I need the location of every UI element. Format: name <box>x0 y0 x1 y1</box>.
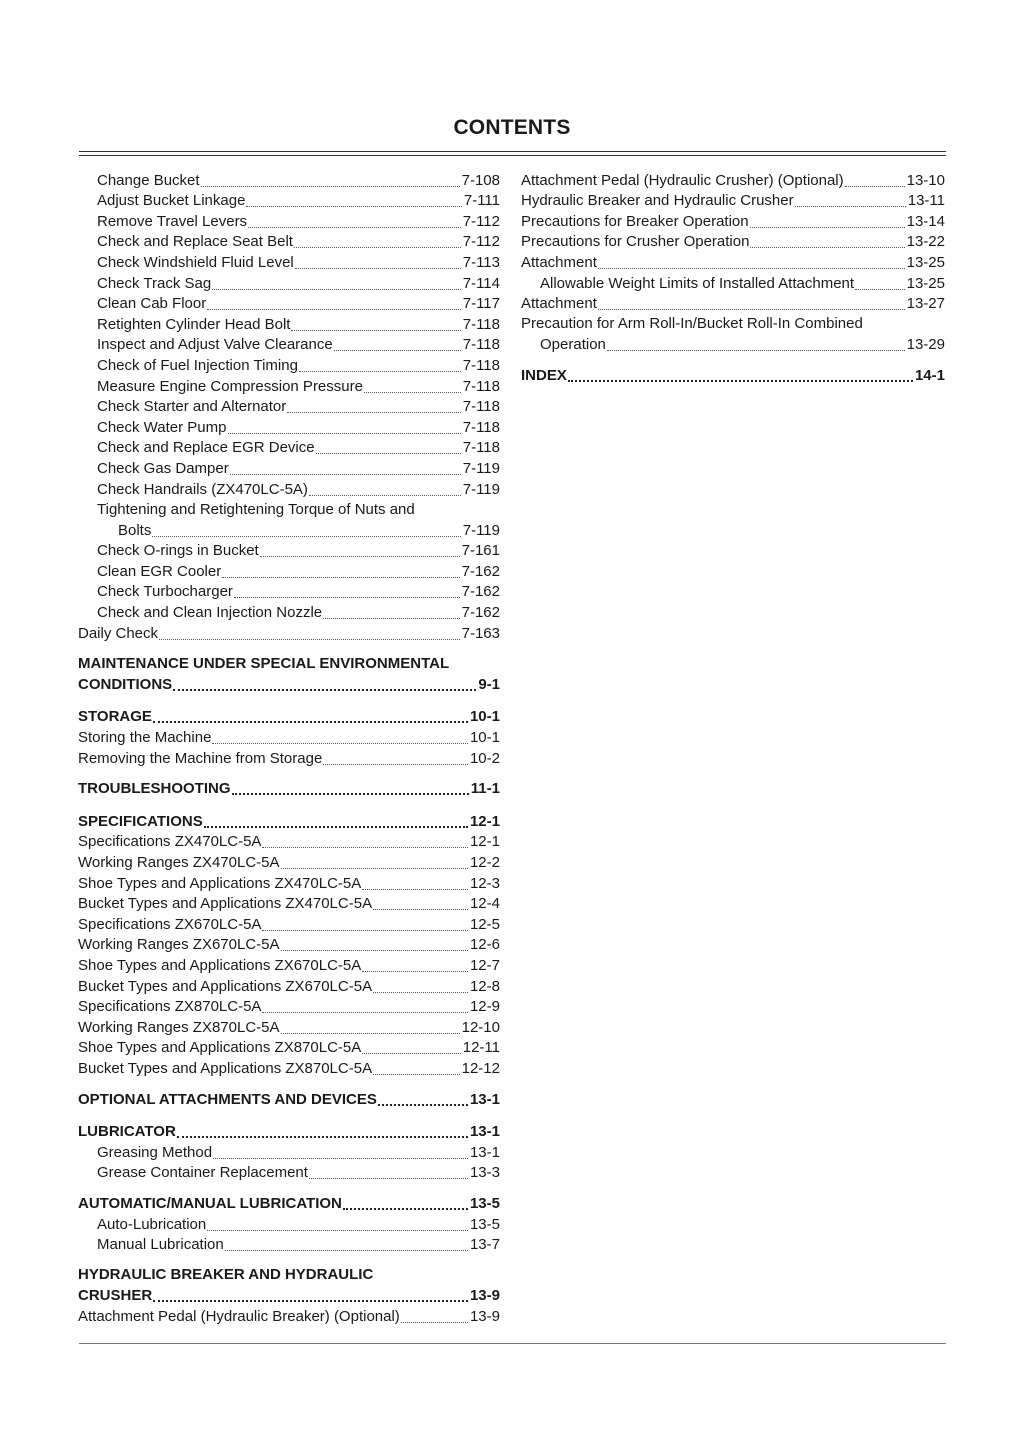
dot-leader <box>207 299 461 310</box>
maintenance-items-group <box>78 170 500 500</box>
toc-entry-label: Working Ranges ZX670LC-5A <box>78 936 280 954</box>
dot-leader <box>309 1168 468 1179</box>
toc-left-column <box>78 170 500 1327</box>
toc-entry-page: 7-118 <box>462 398 500 416</box>
lubricator-items-group <box>78 1142 500 1183</box>
toc-entry-page: 13-14 <box>906 212 945 230</box>
toc-entry-page: 7-163 <box>461 624 500 642</box>
toc-entry-label: Adjust Bucket Linkage <box>97 192 246 210</box>
dot-leader <box>309 485 461 496</box>
toc-entry-label: Check Handrails (ZX470LC-5A) <box>97 480 308 498</box>
toc-section-label: SPECIFICATIONS <box>78 812 203 830</box>
toc-entry-page: 13-27 <box>906 295 945 313</box>
toc-entry-page: 7-162 <box>461 583 500 601</box>
toc-entry-page: 7-118 <box>462 315 500 333</box>
toc-entry-page: 7-118 <box>462 377 500 395</box>
dot-leader <box>228 423 461 434</box>
dot-leader <box>291 320 460 331</box>
toc-entry[interactable]: Precaution for Arm Roll-In/Bucket Roll-In Combined <box>521 315 863 333</box>
toc-entry[interactable] <box>521 211 945 232</box>
toc-section-specifications[interactable] <box>78 811 500 832</box>
toc-entry-label: Attachment <box>521 253 597 271</box>
toc-entry-page: 12-3 <box>469 874 500 892</box>
toc-section-label: AUTOMATIC/MANUAL LUBRICATION <box>78 1194 342 1212</box>
toc-section-label: INDEX <box>521 366 567 384</box>
toc-entry[interactable] <box>78 873 500 894</box>
dot-leader <box>230 464 461 475</box>
toc-section-page: 9-1 <box>478 675 500 693</box>
dot-leader <box>212 279 461 290</box>
toc-entry-page: 7-161 <box>461 542 500 560</box>
toc-entry-label: Bucket Types and Applications ZX670LC-5A <box>78 977 373 995</box>
toc-entry[interactable] <box>521 252 945 273</box>
dot-leader <box>295 258 461 269</box>
toc-entry-label: Auto-Lubrication <box>97 1215 207 1233</box>
toc-entry-page: 7-118 <box>462 418 500 436</box>
toc-entry-label: Inspect and Adjust Valve Clearance <box>97 336 333 354</box>
toc-entry-page: 7-114 <box>462 274 500 292</box>
toc-entry[interactable] <box>78 458 500 479</box>
dot-leader <box>281 858 468 869</box>
toc-entry-label: Specifications ZX870LC-5A <box>78 998 262 1016</box>
toc-entry[interactable] <box>78 170 500 191</box>
dot-leader <box>281 1023 460 1034</box>
dot-leader <box>323 608 460 619</box>
toc-entry-label: Specifications ZX670LC-5A <box>78 915 262 933</box>
toc-section-label: TROUBLESHOOTING <box>78 780 231 798</box>
dot-leader <box>232 783 469 795</box>
toc-section-index[interactable] <box>521 365 945 386</box>
dot-leader <box>568 370 913 382</box>
toc-section-page: 13-1 <box>469 1090 500 1108</box>
dot-leader <box>207 1220 468 1231</box>
toc-entry-label: Attachment Pedal (Hydraulic Breaker) (Optional) <box>78 1307 400 1325</box>
toc-right-column <box>521 170 945 386</box>
toc-entry-label: Daily Check <box>78 624 159 642</box>
dot-leader <box>343 1198 468 1210</box>
toc-section-special-environmental[interactable]: MAINTENANCE UNDER SPECIAL ENVIRONMENTAL <box>78 654 450 672</box>
dot-leader <box>260 546 460 557</box>
toc-entry-page: 12-4 <box>469 895 500 913</box>
toc-entry-page: 12-11 <box>462 1039 500 1057</box>
dot-leader <box>262 920 468 931</box>
dot-leader <box>201 176 460 187</box>
toc-section-label: STORAGE <box>78 708 152 726</box>
toc-entry-page: 13-5 <box>469 1215 500 1233</box>
dot-leader <box>152 526 460 537</box>
toc-entry-page: 13-25 <box>906 253 945 271</box>
dot-leader <box>204 816 468 828</box>
toc-entry[interactable] <box>78 997 500 1018</box>
dot-leader <box>213 1148 468 1159</box>
toc-section-page: 13-5 <box>469 1194 500 1212</box>
dot-leader <box>262 837 468 848</box>
dot-leader <box>153 711 468 723</box>
dot-leader <box>281 940 468 951</box>
toc-entry-page: 7-113 <box>462 253 500 271</box>
toc-entry-label: Grease Container Replacement <box>97 1164 308 1182</box>
dot-leader <box>378 1094 468 1106</box>
dot-leader <box>248 217 461 228</box>
toc-entry[interactable] <box>78 852 500 873</box>
toc-entry[interactable] <box>78 894 500 915</box>
toc-entry-label: Check Gas Damper <box>97 459 229 477</box>
toc-entry[interactable] <box>78 417 500 438</box>
toc-entry-label: Precautions for Crusher Operation <box>521 233 750 251</box>
toc-entry-label: Shoe Types and Applications ZX870LC-5A <box>78 1039 362 1057</box>
toc-entry-page: 7-111 <box>463 192 500 210</box>
toc-entry-page: 13-10 <box>906 171 945 189</box>
toc-entry-label: Clean EGR Cooler <box>97 562 222 580</box>
toc-section-page: 13-1 <box>469 1123 500 1141</box>
dot-leader <box>234 587 460 598</box>
toc-entry-page: 12-6 <box>469 936 500 954</box>
dot-leader <box>246 196 461 207</box>
toc-entry-daily-check[interactable] <box>78 623 500 644</box>
specification-items-group <box>78 832 500 1079</box>
toc-entry-label: Working Ranges ZX470LC-5A <box>78 854 280 871</box>
toc-entry-label: Precautions for Breaker Operation <box>521 212 749 230</box>
toc-entry-page: 7-119 <box>462 521 500 539</box>
toc-entry-label: Shoe Types and Applications ZX470LC-5A <box>78 874 362 892</box>
toc-entry[interactable] <box>78 1214 500 1235</box>
toc-section-hydraulic-breaker[interactable]: HYDRAULIC BREAKER AND HYDRAULIC <box>78 1266 374 1284</box>
toc-section-page: 13-9 <box>469 1287 500 1305</box>
toc-entry-page: 10-2 <box>469 749 500 767</box>
dot-leader <box>334 340 461 351</box>
toc-entry-page: 10-1 <box>469 729 500 747</box>
toc-section-lubricator[interactable] <box>78 1122 500 1143</box>
toc-entry-label: Storing the Machine <box>78 729 212 747</box>
toc-entry-page: 7-117 <box>462 295 500 313</box>
toc-entry-page: 7-112 <box>462 233 500 251</box>
toc-section-label: CRUSHER <box>78 1287 153 1305</box>
toc-entry[interactable] <box>78 914 500 935</box>
dot-leader <box>222 567 459 578</box>
toc-entry-label: Hydraulic Breaker and Hydraulic Crusher <box>521 192 794 210</box>
toc-entry[interactable] <box>78 1017 500 1038</box>
dot-leader <box>212 733 468 744</box>
toc-entry[interactable] <box>78 1038 500 1059</box>
toc-entry[interactable] <box>78 438 500 459</box>
toc-entry-label: Attachment <box>521 295 597 313</box>
toc-entry[interactable] <box>78 1058 500 1079</box>
dot-leader <box>373 1064 460 1075</box>
toc-entry-page: 7-118 <box>462 439 500 457</box>
toc-entry-label: Check and Clean Injection Nozzle <box>97 604 323 622</box>
toc-entry[interactable] <box>78 727 500 748</box>
dot-leader <box>362 879 468 890</box>
dot-leader <box>607 340 905 351</box>
dot-leader <box>373 982 468 993</box>
toc-entry[interactable] <box>78 976 500 997</box>
toc-entry-label: Check and Replace EGR Device <box>97 439 315 457</box>
toc-entry-page: 12-10 <box>461 1018 500 1036</box>
toc-entry-label: Measure Engine Compression Pressure <box>97 377 363 395</box>
toc-entry[interactable] <box>78 232 500 253</box>
dot-leader <box>323 754 468 765</box>
toc-section-special-environmental-line2[interactable] <box>78 674 500 695</box>
toc-entry[interactable] <box>78 582 500 603</box>
toc-entry-label: Manual Lubrication <box>97 1236 224 1254</box>
toc-entry-label: Check Track Sag <box>97 274 212 292</box>
dot-leader <box>845 176 905 187</box>
toc-entry[interactable] <box>78 191 500 212</box>
toc-entry[interactable] <box>521 273 945 294</box>
toc-entry-page: 13-3 <box>469 1164 500 1182</box>
maintenance-items-group-2 <box>78 541 500 623</box>
toc-entry[interactable] <box>78 355 500 376</box>
toc-section-automatic-manual-lubrication[interactable] <box>78 1193 500 1214</box>
toc-entry-page: 13-1 <box>469 1143 500 1161</box>
toc-entry-label: Check of Fuel Injection Timing <box>97 356 298 374</box>
toc-entry[interactable] <box>78 479 500 500</box>
toc-entry[interactable] <box>78 520 500 541</box>
toc-entry[interactable] <box>521 294 945 315</box>
toc-entry[interactable] <box>78 955 500 976</box>
toc-section-label: CONDITIONS <box>78 675 173 693</box>
toc-entry[interactable] <box>78 935 500 956</box>
toc-entry-page: 13-29 <box>906 336 945 354</box>
toc-entry-page: 7-118 <box>462 356 500 374</box>
dot-leader <box>795 196 906 207</box>
dot-leader <box>364 382 461 393</box>
dot-leader <box>159 629 460 640</box>
toc-entry-page: 7-118 <box>462 336 500 354</box>
toc-entry-label: Retighten Cylinder Head Bolt <box>97 315 291 333</box>
toc-entry-label: Check Starter and Alternator <box>97 398 287 416</box>
toc-entry[interactable] <box>521 232 945 253</box>
dot-leader <box>173 679 476 691</box>
toc-entry-page: 12-7 <box>469 956 500 974</box>
dot-leader <box>299 361 461 372</box>
dot-leader <box>598 258 905 269</box>
toc-entry-label: Check Turbocharger <box>97 583 233 601</box>
toc-entry[interactable] <box>78 273 500 294</box>
toc-entry-page: 7-162 <box>461 604 500 622</box>
toc-entry[interactable] <box>78 832 500 853</box>
toc-entry-label: Greasing Method <box>97 1143 213 1161</box>
toc-entry[interactable] <box>78 314 500 335</box>
dot-leader <box>598 299 905 310</box>
toc-section-page: 12-1 <box>469 812 500 830</box>
toc-entry-label: Removing the Machine from Storage <box>78 749 323 767</box>
toc-entry[interactable] <box>78 1163 500 1184</box>
toc-entry-page: 12-2 <box>469 854 500 871</box>
toc-section-hydraulic-breaker-line2[interactable] <box>78 1286 500 1307</box>
toc-entry[interactable] <box>78 748 500 769</box>
dot-leader <box>294 237 461 248</box>
toc-section-page: 14-1 <box>914 366 945 384</box>
toc-entry[interactable] <box>78 1142 500 1163</box>
toc-entry-page: 7-108 <box>461 171 500 189</box>
attachment-items-group <box>521 170 945 273</box>
toc-entry-label: Operation <box>540 336 606 354</box>
toc-entry-label: Specifications ZX470LC-5A <box>78 833 262 851</box>
toc-entry-page: 12-9 <box>469 998 500 1016</box>
toc-entry[interactable]: Tightening and Retightening Torque of Nuts and <box>97 500 415 518</box>
toc-section-page: 11-1 <box>470 780 500 798</box>
toc-entry[interactable] <box>78 1235 500 1256</box>
toc-entry-page: 7-162 <box>461 562 500 580</box>
toc-entry-label: Bucket Types and Applications ZX470LC-5A <box>78 895 373 913</box>
footer-rule <box>79 1343 946 1344</box>
toc-entry[interactable] <box>78 1306 500 1327</box>
toc-entry-label: Attachment Pedal (Hydraulic Crusher) (Optional) <box>521 171 844 189</box>
toc-entry[interactable] <box>78 561 500 582</box>
toc-entry-label: Check O-rings in Bucket <box>97 542 259 560</box>
toc-entry[interactable] <box>521 170 945 191</box>
dot-leader <box>373 899 468 910</box>
toc-entry-label: Clean Cab Floor <box>97 295 207 313</box>
toc-entry[interactable] <box>78 252 500 273</box>
toc-entry-label: Allowable Weight Limits of Installed Attachment <box>540 274 855 292</box>
toc-entry[interactable] <box>78 376 500 397</box>
toc-entry-page: 12-5 <box>469 915 500 933</box>
toc-entry-label: Working Ranges ZX870LC-5A <box>78 1018 280 1036</box>
toc-entry-page: 13-25 <box>906 274 945 292</box>
dot-leader <box>316 443 461 454</box>
toc-entry-label: Check Windshield Fluid Level <box>97 253 294 271</box>
dot-leader <box>287 402 460 413</box>
storage-items-group <box>78 727 500 768</box>
toc-entry-label: Bolts <box>118 521 152 539</box>
dot-leader <box>362 1043 460 1054</box>
toc-entry-page: 7-119 <box>462 459 500 477</box>
toc-section-page: 10-1 <box>469 708 500 726</box>
toc-entry[interactable] <box>78 211 500 232</box>
toc-section-storage[interactable] <box>78 707 500 728</box>
toc-entry-page: 7-119 <box>462 480 500 498</box>
toc-entry[interactable] <box>78 397 500 418</box>
dot-leader <box>750 237 904 248</box>
dot-leader <box>177 1126 468 1138</box>
dot-leader <box>362 961 468 972</box>
toc-entry-page: 13-11 <box>907 192 945 210</box>
dot-leader <box>750 217 905 228</box>
toc-entry-label: Remove Travel Levers <box>97 212 248 230</box>
toc-entry-page: 7-112 <box>462 212 500 230</box>
toc-entry[interactable] <box>521 191 945 212</box>
toc-entry[interactable] <box>78 541 500 562</box>
dot-leader <box>262 1002 468 1013</box>
dot-leader <box>401 1312 468 1323</box>
page-title: CONTENTS <box>453 116 571 139</box>
toc-section-troubleshooting[interactable] <box>78 779 500 800</box>
toc-section-optional-attachments[interactable] <box>78 1089 500 1110</box>
dot-leader <box>225 1240 468 1251</box>
toc-section-label: LUBRICATOR <box>78 1123 176 1141</box>
toc-entry-page: 12-1 <box>469 833 500 851</box>
toc-entry-page: 13-9 <box>469 1307 500 1325</box>
toc-entry-label: Change Bucket <box>97 171 200 189</box>
toc-entry[interactable] <box>521 335 945 356</box>
toc-entry-label: Bucket Types and Applications ZX870LC-5A <box>78 1059 373 1077</box>
toc-entry-label: Shoe Types and Applications ZX670LC-5A <box>78 956 362 974</box>
header-rule <box>79 151 946 156</box>
toc-entry[interactable] <box>78 335 500 356</box>
toc-entry-label: Check Water Pump <box>97 418 227 436</box>
toc-entry[interactable] <box>78 602 500 623</box>
auto-lubrication-items-group <box>78 1214 500 1255</box>
toc-entry[interactable] <box>78 294 500 315</box>
toc-entry-page: 12-12 <box>461 1059 500 1077</box>
toc-entry-page: 13-22 <box>906 233 945 251</box>
toc-entry-page: 12-8 <box>469 977 500 995</box>
toc-entry-page: 13-7 <box>469 1236 500 1254</box>
dot-leader <box>153 1290 468 1302</box>
toc-section-label: OPTIONAL ATTACHMENTS AND DEVICES <box>78 1090 377 1108</box>
dot-leader <box>855 279 905 290</box>
toc-entry-label: Check and Replace Seat Belt <box>97 233 293 251</box>
